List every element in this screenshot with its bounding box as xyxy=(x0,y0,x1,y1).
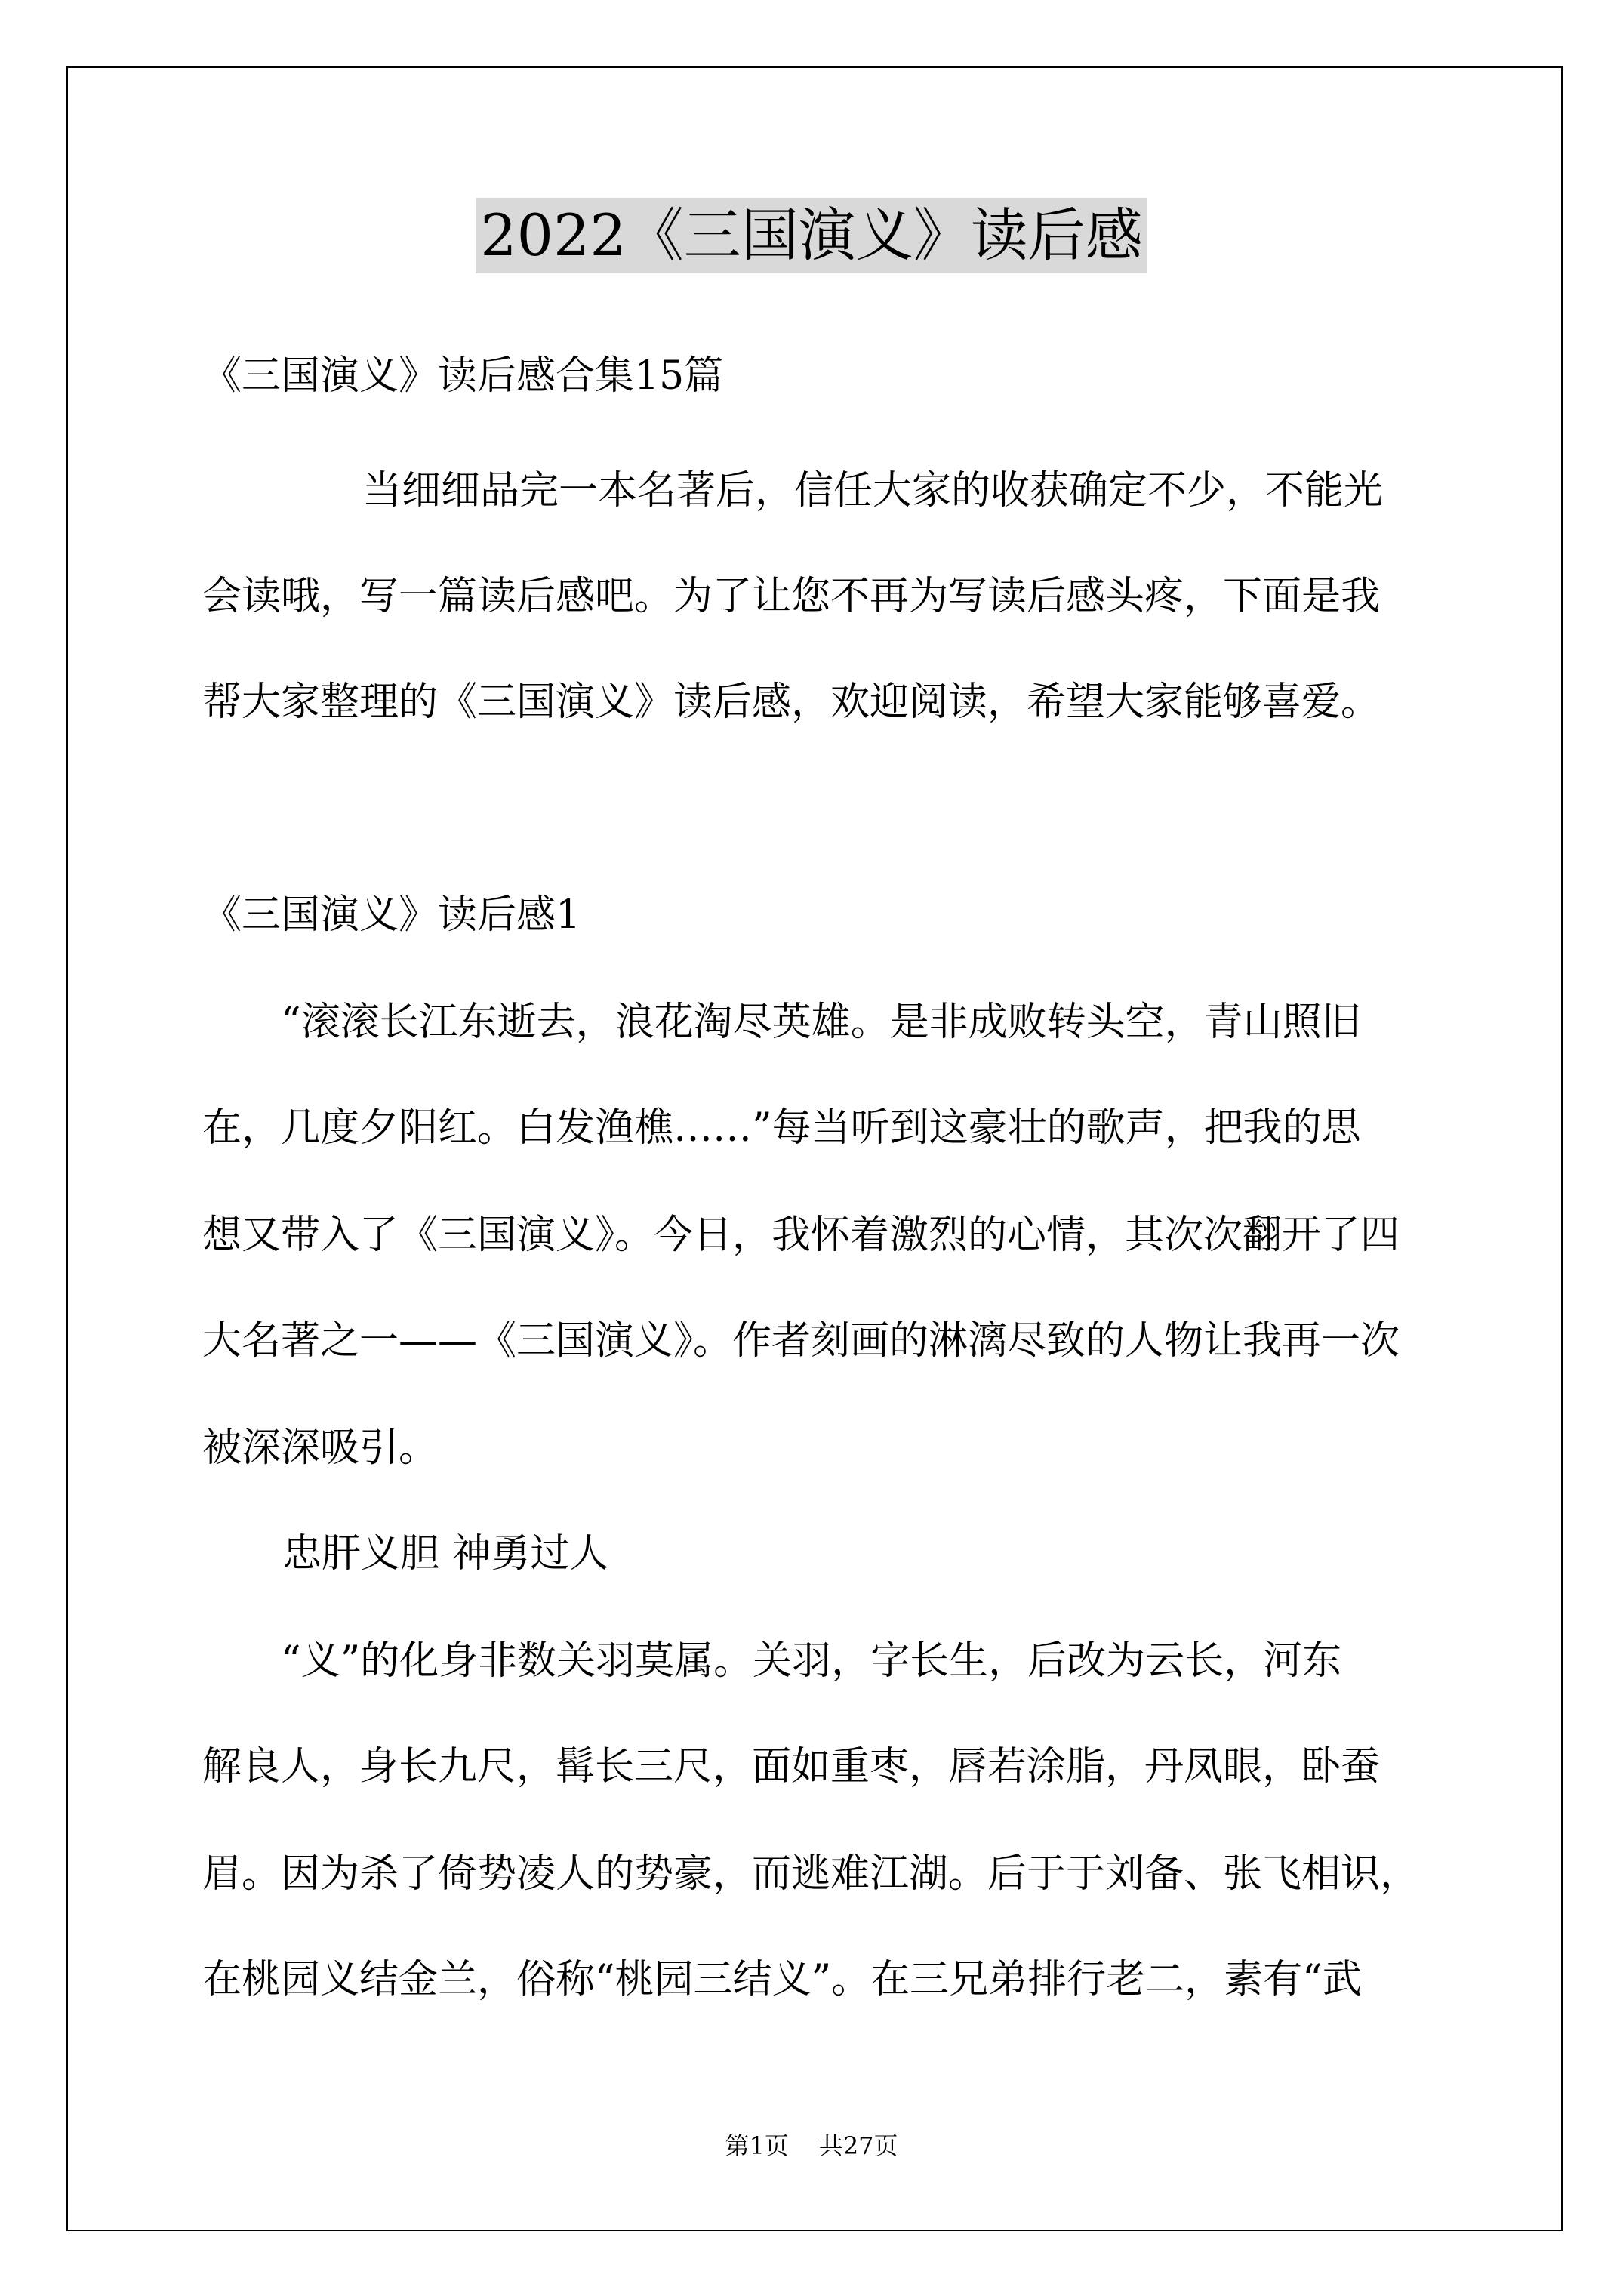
document-title: 2022《三国演义》读后感 xyxy=(476,198,1147,273)
para1-line-2: 在，几度夕阳红。白发渔樵……”每当听到这豪壮的歌声，把我的思 xyxy=(202,1105,1361,1151)
para1-line-5: 被深深吸引。 xyxy=(202,1425,439,1471)
page-number: 第1页 xyxy=(725,2131,789,2160)
intro-line-3: 帮大家整理的《三国演义》读后感，欢迎阅读，希望大家能够喜爱。 xyxy=(202,680,1381,725)
para2-line-1: “义”的化身非数关羽莫属。关羽，字长生，后改为云长，河东 xyxy=(281,1638,1342,1684)
document-subtitle: 《三国演义》读后感合集15篇 xyxy=(202,353,724,399)
intro-line-1: 当细细品完一本名著后，信任大家的收获确定不少，不能光 xyxy=(362,468,1384,513)
para1-line-4: 大名著之一——《三国演义》。作者刻画的淋漓尽致的人物让我再一次 xyxy=(202,1318,1400,1364)
para1-line-3: 想又带入了《三国演义》。今日，我怀着激烈的心情，其次次翻开了四 xyxy=(202,1213,1400,1258)
para2-line-3: 眉。因为杀了倚势凌人的势豪，而逃难江湖。后于于刘备、张飞相识， xyxy=(202,1851,1420,1897)
para1-line-1: “滚滚长江东逝去，浪花淘尽英雄。是非成败转头空，青山照旧 xyxy=(281,1000,1361,1045)
page-footer xyxy=(0,2131,1623,2161)
section-heading: 《三国演义》读后感1 xyxy=(202,892,581,938)
para2-line-2: 解良人，身长九尺，髯长三尺，面如重枣，唇若涂脂，丹凤眼，卧蚕 xyxy=(202,1744,1381,1789)
intro-line-2: 会读哦，写一篇读后感吧。为了让您不再为写读后感头疼，下面是我 xyxy=(202,574,1381,619)
section-subheading: 忠肝义胆 神勇过人 xyxy=(282,1531,609,1576)
title-container xyxy=(0,198,1623,273)
para2-line-4: 在桃园义结金兰，俗称“桃园三结义”。在三兄弟排行老二，素有“武 xyxy=(202,1957,1362,2002)
page-total: 共27页 xyxy=(818,2131,898,2160)
